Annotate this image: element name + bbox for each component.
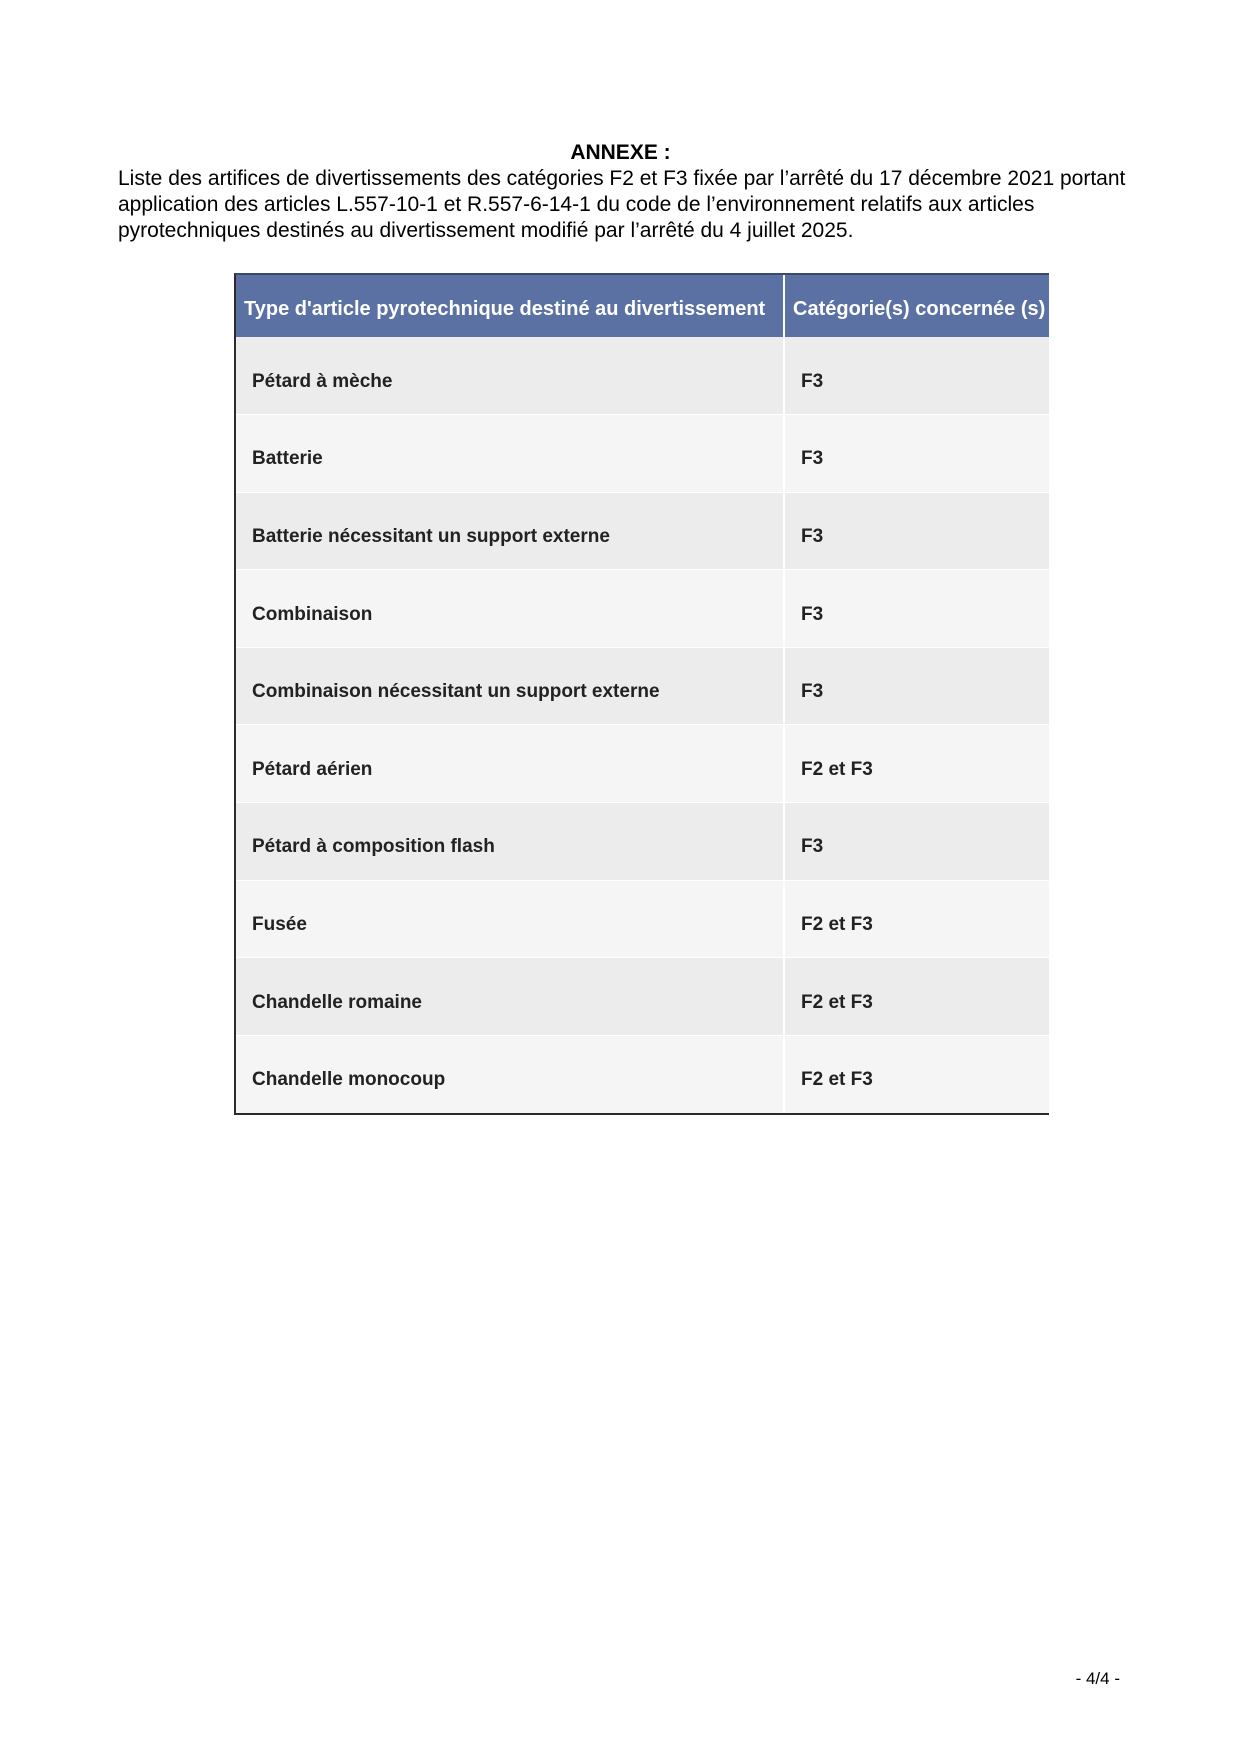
cell-category: F2 et F3 xyxy=(784,880,1049,958)
cell-category: F2 et F3 xyxy=(784,1035,1049,1113)
table-row xyxy=(236,803,1049,881)
table-row xyxy=(236,725,1049,803)
cell-article-type: Combinaison nécessitant un support externe xyxy=(236,647,784,725)
cell-article-type: Fusée xyxy=(236,880,784,958)
table-row xyxy=(236,880,1049,958)
table-row xyxy=(236,1035,1049,1113)
cell-article-type: Pétard à composition flash xyxy=(236,803,784,881)
cell-article-type: Chandelle monocoup xyxy=(236,1035,784,1113)
cell-category: F3 xyxy=(784,803,1049,881)
header-article-type: Type d'article pyrotechnique destiné au divertissement xyxy=(236,275,784,337)
table-row xyxy=(236,570,1049,648)
cell-article-type: Pétard à mèche xyxy=(236,337,784,415)
table-row xyxy=(236,337,1049,415)
annex-intro-paragraph: Liste des artifices de divertissements des catégories F2 et F3 fixée par l’arrêté du 17 décembre 2021 portant application des articles L.557-10-1 et R.557-6-14-1 du code de l’environnement relatifs aux articles pyrotechniques destinés au divertissement modifié par l’arrêté du 4 juillet 2025. xyxy=(118,167,1126,242)
cell-category: F2 et F3 xyxy=(784,958,1049,1036)
cell-category: F3 xyxy=(784,415,1049,493)
annex-heading: ANNEXE : xyxy=(570,141,671,164)
page-number: - 4/4 - xyxy=(1075,1669,1120,1688)
table-row xyxy=(236,492,1049,570)
header-category: Catégorie(s) concernée (s) xyxy=(784,275,1049,337)
table-header-row xyxy=(236,275,1049,337)
cell-category: F3 xyxy=(784,492,1049,570)
cell-category: F2 et F3 xyxy=(784,725,1049,803)
cell-category: F3 xyxy=(784,337,1049,415)
cell-article-type: Batterie xyxy=(236,415,784,493)
cell-article-type: Chandelle romaine xyxy=(236,958,784,1036)
table-row xyxy=(236,958,1049,1036)
table-row xyxy=(236,415,1049,493)
cell-article-type: Combinaison xyxy=(236,570,784,648)
fireworks-category-table xyxy=(234,273,1049,1115)
table-row xyxy=(236,647,1049,725)
category-table xyxy=(236,275,1049,1113)
cell-article-type: Pétard aérien xyxy=(236,725,784,803)
cell-category: F3 xyxy=(784,570,1049,648)
cell-article-type: Batterie nécessitant un support externe xyxy=(236,492,784,570)
cell-category: F3 xyxy=(784,647,1049,725)
